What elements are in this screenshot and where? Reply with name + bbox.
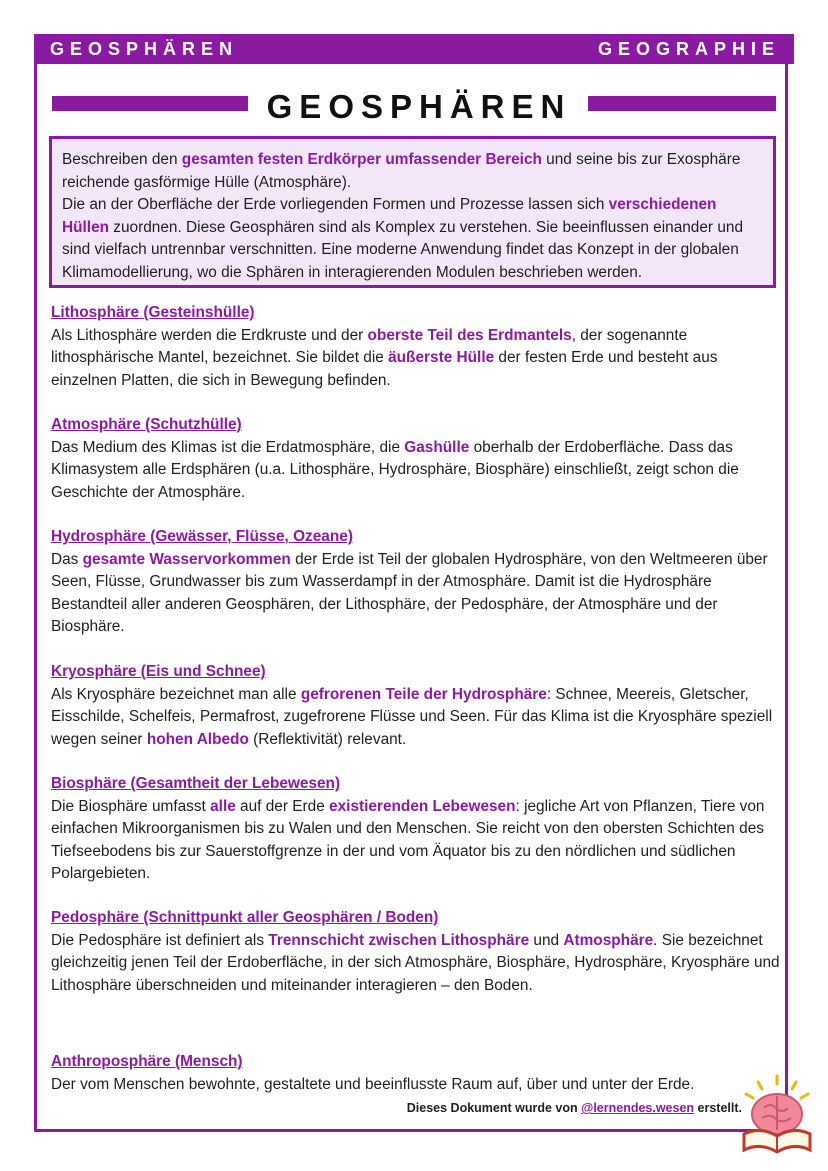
section-cryosphere xyxy=(51,661,781,751)
section-heading: Lithosphäre (Gesteinshülle) xyxy=(51,304,255,321)
header-left-label: GEOSPHÄREN xyxy=(50,38,239,59)
intro-text: zuordnen. Diese Geosphären sind als Komplex zu verstehen. Sie beeinflussen einander und sind vielfach untrennbar verschnitten. Eine moderne Anwendung findet das Konzept in der globalen Klimamodellierung, wo die Sphären in interagierenden Modulen beschrieben werden. xyxy=(62,218,744,281)
title-row xyxy=(52,86,776,128)
section-text: der festen Erde und besteht aus einzelnen Platten, die sich in Bewegung befinden. xyxy=(51,349,718,389)
section-text: , der sogenannte lithosphärische Mantel, bezeichnet. Sie bildet die xyxy=(51,326,688,367)
section-heading: Atmosphäre (Schutzhülle) xyxy=(51,416,242,433)
section-pedosphere xyxy=(51,907,781,997)
section-heading: Anthroposphäre (Mensch) xyxy=(51,1053,243,1070)
title-decoration-right xyxy=(588,96,776,111)
footer-handle-link[interactable]: @lernendes.wesen xyxy=(581,1101,695,1115)
section-heading: Biosphäre (Gesamtheit der Lebewesen) xyxy=(51,775,341,792)
section-heading: Kryosphäre (Eis und Schnee) xyxy=(51,663,266,680)
section-text: : jegliche Art von Pflanzen, Tiere von einfachen Mikroorganismen bis zu Walen und den Menschen. Sie reicht von den obersten Schichten des Tiefseebodens bis zur Sauerstoffgrenze in der und vom Äquator bis zu den nördlichen und südlichen Polargebieten. xyxy=(51,797,765,883)
intro-highlight: gesamten festen Erdkörper umfassender Bereich xyxy=(181,151,542,168)
section-text: Als Lithosphäre werden die Erdkruste und der xyxy=(51,326,368,344)
section-biosphere xyxy=(51,773,781,886)
section-highlight: Atmosphäre xyxy=(563,931,654,949)
footer-text: Dieses Dokument wurde von xyxy=(406,1101,582,1115)
section-highlight: gefrorenen Teile der Hydrosphäre xyxy=(300,685,547,703)
section-atmosphere xyxy=(51,414,781,504)
section-text: . Sie bezeichnet gleichzeitig jenen Teil der Erdoberfläche, in der sich Atmosphäre, Biosphäre, Hydrosphäre, Kryosphäre und Lithosphäre überschneiden und miteinander interagieren – den Boden. xyxy=(51,931,780,994)
section-text: und xyxy=(529,931,564,949)
section-text: oberhalb der Erdoberfläche. Dass das Klimasystem alle Erdsphären (u.a. Lithosphäre, Hydrosphäre, Biosphäre) einschließt, zeigt schon die Geschichte der Atmosphäre. xyxy=(51,438,739,501)
section-hydrosphere xyxy=(51,526,781,639)
intro-text: Beschreiben den xyxy=(62,151,182,168)
section-highlight: existierenden Lebewesen xyxy=(329,797,516,815)
section-text: Das Medium des Klimas ist die Erdatmosphäre, die xyxy=(51,438,405,456)
section-text: auf der Erde xyxy=(235,797,330,815)
intro-text: und seine bis zur Exosphäre reichende gasförmige Hülle (Atmosphäre). xyxy=(62,151,741,191)
section-highlight: äußerste Hülle xyxy=(388,349,495,367)
header-bar xyxy=(34,34,794,64)
section-highlight: oberste Teil des Erdmantels xyxy=(367,326,572,344)
section-heading: Pedosphäre (Schnittpunkt aller Geosphären / Boden) xyxy=(51,909,439,926)
section-lithosphere xyxy=(51,302,781,392)
section-highlight: Gashülle xyxy=(404,438,470,456)
section-text: Das xyxy=(51,550,83,568)
intro-box xyxy=(49,136,776,288)
section-highlight: gesamte Wasservorkommen xyxy=(82,550,291,568)
section-text: Als Kryosphäre bezeichnet man alle xyxy=(51,685,301,703)
section-text: der Erde ist Teil der globalen Hydrosphäre, von den Weltmeeren über Seen, Flüsse, Grundwasser bis zum Wasserdampf in der Atmosphäre. Damit ist die Hydrosphäre Bestandteil aller anderen Geosphären, der Lithosphäre, der Pedosphäre, der Atmosphäre und der Biosphäre. xyxy=(51,550,768,636)
title-decoration-left xyxy=(52,96,248,111)
section-text: Die Pedosphäre ist definiert als xyxy=(51,931,269,949)
intro-highlight: verschiedenen Hüllen xyxy=(62,196,717,236)
section-highlight: alle xyxy=(210,797,236,815)
footer-text: erstellt. xyxy=(694,1101,742,1115)
intro-text: Die an der Oberfläche der Erde vorliegenden Formen und Prozesse lassen sich xyxy=(62,196,609,214)
section-highlight: hohen Albedo xyxy=(146,730,249,748)
footer-credit xyxy=(407,1101,742,1115)
section-text: : Schnee, Meereis, Gletscher, Eisschilde, Schelfeis, Permafrost, zugefrorene Flüsse und Seen. Für das Klima ist die Kryosphäre speziell wegen seiner xyxy=(51,685,773,748)
header-right-label: GEOGRAPHIE xyxy=(597,38,780,59)
page-title: GEOSPHÄREN xyxy=(266,88,572,125)
section-anthroposphere xyxy=(51,1051,781,1096)
section-text: (Reflektivität) relevant. xyxy=(248,730,407,748)
section-heading: Hydrosphäre (Gewässer, Flüsse, Ozeane) xyxy=(51,528,353,545)
section-text: Der vom Menschen bewohnte, gestaltete und beeinflusste Raum auf, über und unter der Erde. xyxy=(51,1075,695,1093)
brain-book-logo-icon xyxy=(740,1074,814,1154)
section-highlight: Trennschicht zwischen Lithosphäre xyxy=(268,931,530,949)
section-text: Die Biosphäre umfasst xyxy=(51,797,211,815)
